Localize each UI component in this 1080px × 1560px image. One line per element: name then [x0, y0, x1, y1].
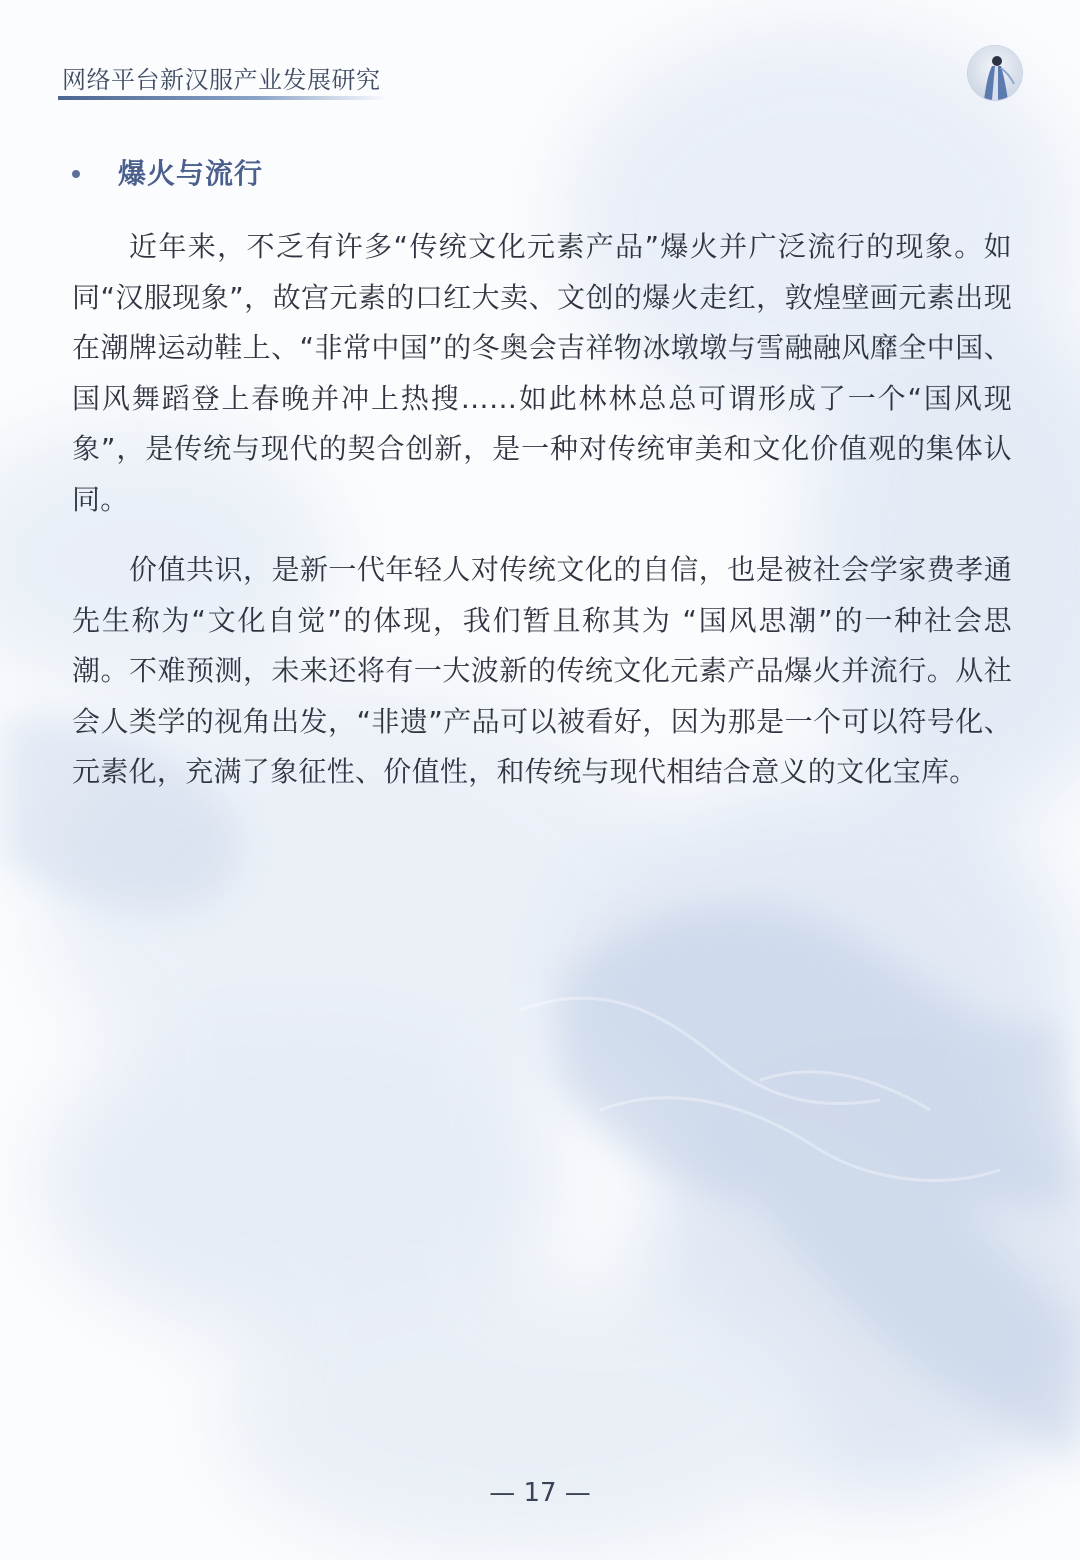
paragraph-1: 近年来，不乏有许多“传统文化元素产品”爆火并广泛流行的现象。如同“汉服现象”，故宫元素的口红大卖、文创的爆火走红，敦煌壁画元素出现在潮牌运动鞋上、“非常中国”的冬奥会吉祥物冰墩墩与雪融融风靡全中国、国风舞蹈登上春晚并冲上热搜……如此林林总总可谓形成了一个“国风现象”，是传统与现代的契合创新，是一种对传统审美和文化价值观的集体认同。: [72, 230, 1012, 516]
hanfu-figure-emblem: [968, 46, 1022, 100]
body-text: [72, 222, 1012, 818]
header-divider: [58, 96, 388, 100]
page-number: — 17 —: [489, 1478, 591, 1508]
paragraph-2: 价值共识，是新一代年轻人对传统文化的自信，也是被社会学家费孝通先生称为“文化自觉”的体现，我们暂且称其为 “国风思潮”的一种社会思潮。不难预测，未来还将有一大波新的传统文化元素产品爆火并流行。从社会人类学的视角出发，“非遗”产品可以被看好，因为那是一个可以符号化、元素化，充满了象征性、价值性，和传统与现代相结合意义的文化宝库。: [72, 553, 1012, 788]
document-header-title: 网络平台新汉服产业发展研究: [62, 66, 381, 94]
section-heading-text: 爆火与流行: [118, 157, 264, 190]
bullet-icon: [72, 170, 80, 178]
section-heading: [72, 152, 263, 192]
